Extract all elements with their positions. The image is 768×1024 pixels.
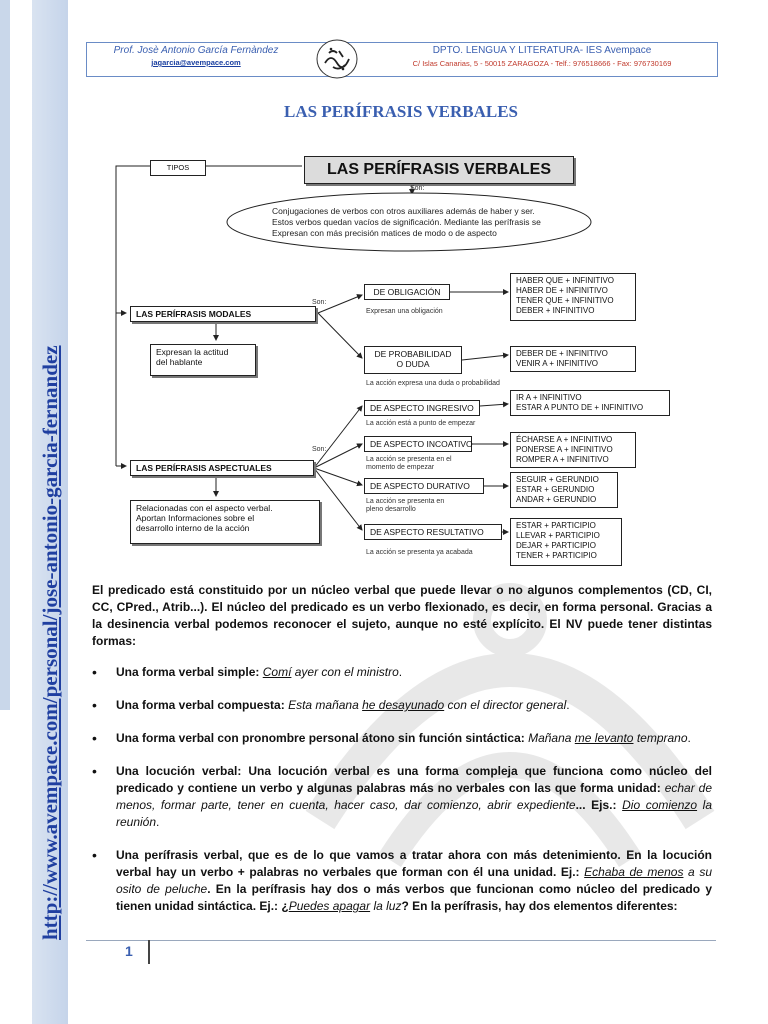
- page-number: 1: [125, 943, 133, 959]
- obligacion-box: DE OBLIGACIÓN: [364, 284, 450, 300]
- obligacion-form-3: TENER QUE + INFINITIVO: [516, 296, 614, 305]
- modales-son-label: Son:: [312, 299, 327, 306]
- header-department-block: [369, 45, 715, 68]
- probabilidad-forms: [510, 346, 636, 372]
- aspectuales-note: [130, 500, 320, 544]
- item-lead: Una forma verbal con pronombre personal átono sin función sintáctica:: [116, 731, 525, 745]
- probabilidad-desc: La acción expresa una duda o probabilidad: [366, 380, 500, 387]
- obligacion-desc: Expresan una obligación: [366, 308, 443, 315]
- probabilidad-label-1: DE PROBABILIDAD: [374, 349, 452, 359]
- probabilidad-box: [364, 346, 462, 374]
- probabilidad-form-1: DEBER DE + INFINITIVO: [516, 349, 608, 358]
- resultativo-form-2: LLEVAR + PARTICIPIO: [516, 531, 600, 540]
- durativo-box: DE ASPECTO DURATIVO: [364, 478, 484, 494]
- aspectuales-note-line-1: Relacionadas con el aspecto verbal.: [136, 503, 273, 513]
- modales-note-line-1: Expresan la actitud: [156, 347, 229, 357]
- tipos-label: TIPOS: [150, 160, 206, 176]
- resultativo-form-4: TENER + PARTICIPIO: [516, 551, 597, 560]
- item-tail: .: [398, 665, 403, 679]
- incoativo-desc-2: momento de empezar: [366, 464, 435, 471]
- item-example: con el director general: [444, 698, 567, 712]
- ingresivo-box: DE ASPECTO INGRESIVO: [364, 400, 480, 416]
- resultativo-desc: La acción se presenta ya acabada: [366, 549, 473, 556]
- item-example-underlined: me levanto: [574, 731, 634, 745]
- item-tail: ? En la perífrasis, hay dos elementos diferentes:: [401, 899, 678, 913]
- page-title: LAS PERÍFRASIS VERBALES: [284, 102, 518, 121]
- aspectuales-note-line-3: desarrollo interno de la acción: [136, 523, 250, 533]
- ingresivo-form-1: IR A + INFINITIVO: [516, 393, 582, 402]
- item-example-pre: Esta mañana: [288, 698, 363, 712]
- durativo-desc-2: pleno desarrollo: [366, 506, 416, 513]
- ingresivo-desc: La acción está a punto de empezar: [366, 420, 476, 427]
- list-item: [92, 697, 712, 714]
- incoativo-form-3: ROMPER A + INFINITIVO: [516, 455, 609, 464]
- header-email-link[interactable]: jagarcia@avempace.com: [151, 58, 241, 67]
- item-mid: . En la perífrasis hay dos o más verbos que funcionan como núcleo del predicado y tienen unidad sintáctica. Ej.: ¿: [116, 882, 712, 913]
- arabic-calligraphy-logo-icon: [313, 37, 361, 81]
- resultativo-form-1: ESTAR + PARTICIPIO: [516, 521, 596, 530]
- durativo-form-3: ANDAR + GERUNDIO: [516, 495, 597, 504]
- body-text: [92, 582, 712, 931]
- probabilidad-label-2: O DUDA: [396, 359, 430, 369]
- list-item: [92, 847, 712, 915]
- left-edge-bar: [0, 0, 10, 710]
- ingresivo-forms: [510, 390, 670, 416]
- resultativo-form-3: DEJAR + PARTICIPIO: [516, 541, 596, 550]
- incoativo-form-1: ÉCHARSE A + INFINITIVO: [516, 435, 613, 444]
- item-example-underlined: Comí: [262, 665, 292, 679]
- obligacion-form-4: DEBER + INFINITIVO: [516, 306, 595, 315]
- item-lead: Una forma verbal compuesta:: [116, 698, 285, 712]
- footer-divider: [148, 940, 150, 964]
- aspectuales-label: LAS PERÍFRASIS ASPECTUALES: [130, 460, 314, 476]
- item-example: temprano: [633, 731, 688, 745]
- aspectuales-note-line-2: Aportan Informaciones sobre el: [136, 513, 255, 523]
- diagram-main-title: LAS PERÍFRASIS VERBALES: [304, 156, 574, 184]
- obligacion-form-1: HABER QUE + INFINITIVO: [516, 276, 615, 285]
- definition-line-2: Estos verbos quedan vacíos de significación. Mediante las perífrasis se: [272, 217, 541, 227]
- modales-label: LAS PERÍFRASIS MODALES: [130, 306, 316, 322]
- item-example-list: echar de menos, formar parte, tener en cuenta, hacer caso, dar comienzo, abrir expediente: [116, 781, 713, 812]
- incoativo-desc-1: La acción se presenta en el: [366, 456, 452, 463]
- header-author-block: [87, 45, 305, 67]
- modales-note-line-2: del hablante: [156, 357, 203, 367]
- list-item: [92, 730, 712, 747]
- item-example2: la luz: [370, 899, 402, 913]
- periphrasis-diagram: [112, 152, 722, 572]
- intro-paragraph: El predicado está constituido por un núcleo verbal que puede llevar o no algunos complementos (CD, CI, CC, CPred., Atrib...). El núcleo del predicado es un verbo flexionado, es decir, en forma personal. Gracias a la desinencia verbal podemos reconocer el sujeto, aunque no esté explícito. El NV puede tener distintas formas:: [92, 583, 712, 648]
- item-mid: ... Ejs.:: [575, 798, 617, 812]
- incoativo-box: DE ASPECTO INCOATIVO: [364, 436, 472, 452]
- item-example: ayer con el ministro: [291, 665, 399, 679]
- incoativo-form-2: PONERSE A + INFINITIVO: [516, 445, 613, 454]
- item-example-underlined: Dio comienzo: [622, 798, 698, 812]
- item-example-pre: Mañana: [528, 731, 575, 745]
- definition-line-1: Conjugaciones de verbos con otros auxiliares además de haber y ser.: [272, 206, 535, 216]
- item-example-underlined: Echaba de menos: [584, 865, 684, 879]
- sidebar-url-link[interactable]: http://www.avempace.com/personal/jose-antonio-garcia-fernandez: [38, 345, 62, 940]
- durativo-forms: [510, 472, 618, 508]
- definition-line-3: Expresan con más precisión matices de modo o de aspecto: [272, 228, 497, 238]
- resultativo-forms: [510, 518, 622, 566]
- item-lead: Una perífrasis verbal, que es de lo que vamos a tratar ahora con más detenimiento. En la locución verbal hay un verbo + palabras no verbales que forman con él una unidad. Ej.:: [116, 848, 712, 879]
- probabilidad-form-2: VENIR A + INFINITIVO: [516, 359, 599, 368]
- resultativo-box: DE ASPECTO RESULTATIVO: [364, 524, 502, 540]
- durativo-desc-1: La acción se presenta en: [366, 498, 445, 505]
- page-header: [86, 42, 718, 77]
- obligacion-forms: [510, 273, 636, 321]
- item-tail: .: [687, 731, 691, 745]
- item-lead: Una forma verbal simple:: [116, 665, 260, 679]
- header-author: Prof. Josè Antonio García Fernàndez: [113, 45, 279, 56]
- item-example2-underlined: Puedes apagar: [288, 899, 371, 913]
- modales-note: [150, 344, 256, 376]
- item-example-underlined: he desayunado: [362, 698, 445, 712]
- durativo-form-2: ESTAR + GERUNDIO: [516, 485, 595, 494]
- item-example: la reunión: [116, 798, 712, 829]
- son-label: Son:: [410, 185, 425, 192]
- list-item: [92, 763, 712, 831]
- header-address: C/ Islas Canarias, 5 - 50015 ZARAGOZA - Telf.: 976518666 - Fax: 976730169: [412, 59, 672, 68]
- item-example: a su osito de peluche: [116, 865, 713, 896]
- aspectuales-son-label: Son:: [312, 446, 327, 453]
- item-tail: .: [566, 698, 570, 712]
- item-lead: Una locución verbal: Una locución verbal es una forma compleja que funciona como núcleo del predicado y contiene un verbo y algunas palabras más no verbales con las que forma unidad:: [116, 764, 712, 795]
- footer-rule: [86, 940, 716, 941]
- incoativo-forms: [510, 432, 636, 468]
- ingresivo-form-2: ESTAR A PUNTO DE + INFINITIVO: [516, 403, 644, 412]
- header-department: DPTO. LENGUA Y LITERATURA- IES Avempace: [432, 45, 652, 56]
- list-item: [92, 664, 712, 681]
- durativo-form-1: SEGUIR + GERUNDIO: [516, 475, 599, 484]
- obligacion-form-2: HABER DE + INFINITIVO: [516, 286, 608, 295]
- item-tail: .: [156, 815, 160, 829]
